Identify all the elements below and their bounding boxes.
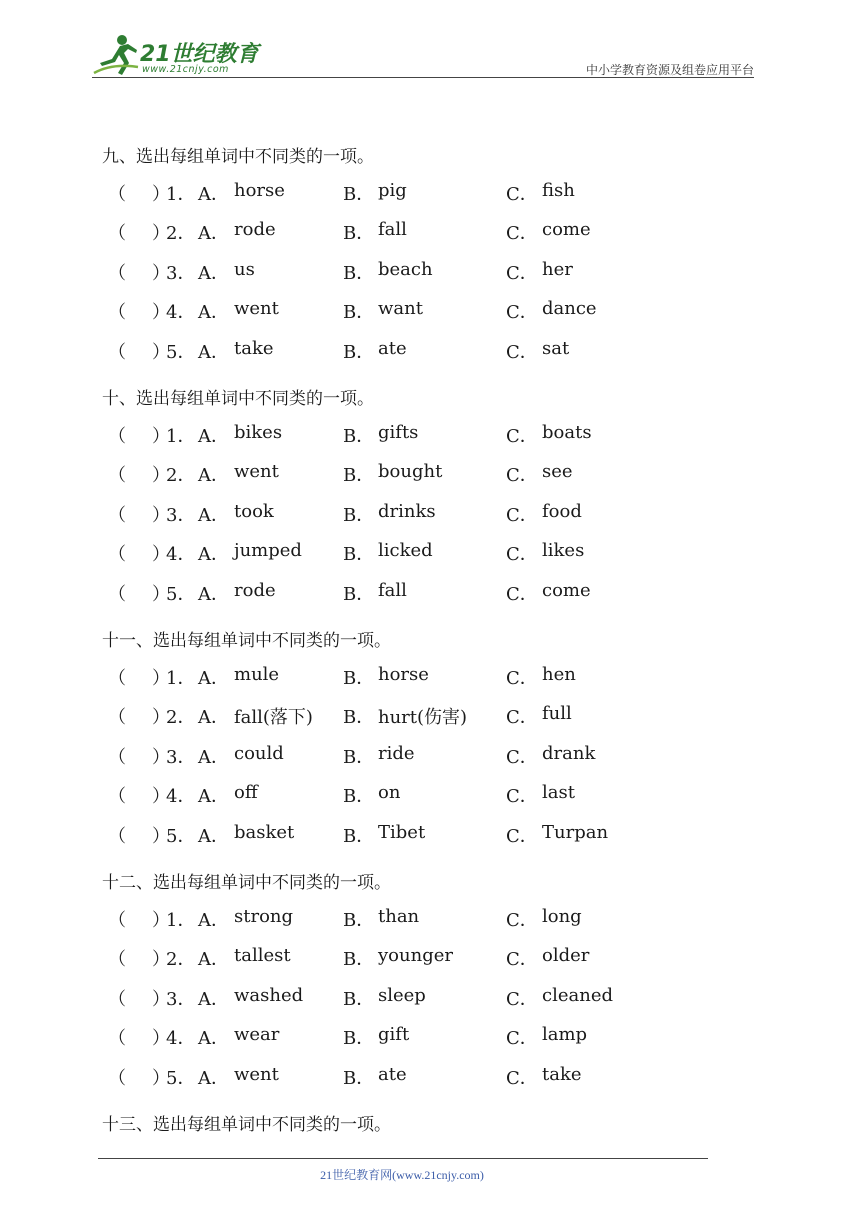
option-c-letter: C．	[506, 544, 538, 566]
option-c-word: Turpan	[542, 821, 609, 843]
option-c-letter: C．	[506, 1028, 538, 1050]
option-b-word: fall	[378, 219, 407, 241]
option-b-letter: B．	[343, 1028, 375, 1050]
option-c-word: her	[542, 258, 573, 280]
option-c-letter: C．	[506, 910, 538, 931]
option-a-letter: A．	[198, 544, 229, 566]
option-c-word: long	[542, 906, 582, 927]
option-b-word: bought	[378, 461, 443, 483]
option-a-letter: A．	[198, 949, 229, 971]
option-a-word: wear	[234, 1024, 280, 1046]
option-a-letter: A．	[198, 184, 229, 205]
answer-paren-close: ）	[152, 341, 170, 363]
option-a-letter: A．	[198, 426, 229, 447]
logo-text: 21世纪教育	[140, 42, 259, 67]
option-b-word: ate	[378, 1063, 407, 1085]
option-c-letter: C．	[506, 1067, 538, 1089]
option-c-letter: C．	[506, 583, 538, 605]
site-logo[interactable]	[92, 33, 262, 81]
option-c-word: full	[542, 703, 572, 725]
option-a-letter: A．	[198, 465, 229, 487]
question-row	[102, 822, 742, 846]
option-a-word: off	[234, 782, 258, 804]
answer-paren-open[interactable]: （	[108, 223, 126, 245]
option-a-word: tallest	[234, 945, 291, 967]
answer-paren-close: ）	[152, 746, 170, 768]
question-row	[102, 945, 742, 969]
option-a-word: mule	[234, 664, 280, 685]
question-number: 4．	[166, 302, 196, 324]
question-number: 1．	[166, 184, 196, 205]
answer-paren-close: ）	[152, 223, 170, 245]
option-c-letter: C．	[506, 988, 538, 1010]
question-row	[102, 782, 742, 806]
option-b-word: on	[378, 782, 401, 804]
option-a-word: took	[234, 500, 274, 522]
question-row	[102, 664, 742, 688]
question-row	[102, 703, 742, 727]
option-b-letter: B．	[343, 465, 375, 487]
answer-paren-close: ）	[152, 1028, 170, 1050]
option-a-word: went	[234, 461, 279, 483]
option-b-word: licked	[378, 540, 433, 562]
question-number: 4．	[166, 1028, 196, 1050]
option-b-word: hurt(伤害)	[378, 707, 468, 729]
answer-paren-open[interactable]: （	[108, 988, 126, 1010]
option-c-word: hen	[542, 664, 576, 685]
option-c-letter: C．	[506, 504, 538, 526]
option-b-letter: B．	[343, 825, 375, 847]
runner-icon	[92, 33, 140, 77]
answer-paren-open[interactable]: （	[108, 949, 126, 971]
option-a-letter: A．	[198, 302, 229, 324]
question-number: 3．	[166, 746, 196, 768]
option-c-letter: C．	[506, 825, 538, 847]
option-c-word: dance	[542, 298, 597, 320]
option-a-letter: A．	[198, 223, 229, 245]
page-header	[0, 0, 860, 90]
question-row	[102, 580, 742, 604]
answer-paren-open[interactable]: （	[108, 426, 126, 447]
answer-paren-close: ）	[152, 910, 170, 931]
option-b-letter: B．	[343, 583, 375, 605]
option-c-letter: C．	[506, 465, 538, 487]
answer-paren-close: ）	[152, 949, 170, 971]
answer-paren-open[interactable]: （	[108, 1028, 126, 1050]
question-row	[102, 906, 742, 930]
section-title: 十二、选出每组单词中不同类的一项。	[102, 873, 391, 893]
option-a-letter: A．	[198, 825, 229, 847]
option-c-word: come	[542, 579, 591, 601]
answer-paren-close: ）	[152, 504, 170, 526]
option-b-word: beach	[378, 258, 433, 280]
option-b-letter: B．	[343, 262, 375, 284]
question-row	[102, 461, 742, 485]
option-b-word: than	[378, 906, 420, 927]
question-number: 3．	[166, 988, 196, 1010]
option-b-word: pig	[378, 180, 407, 201]
question-number: 1．	[166, 668, 196, 689]
question-row	[102, 1064, 742, 1088]
section-title: 九、选出每组单词中不同类的一项。	[102, 147, 374, 167]
option-c-word: cleaned	[542, 984, 613, 1006]
option-a-word: washed	[234, 984, 304, 1006]
section-title: 十、选出每组单词中不同类的一项。	[102, 389, 374, 409]
option-c-word: last	[542, 782, 575, 804]
option-c-letter: C．	[506, 949, 538, 971]
option-c-word: boats	[542, 422, 592, 443]
option-a-letter: A．	[198, 910, 229, 931]
logo-url: www.21cnjy.com	[142, 64, 229, 75]
answer-paren-open[interactable]: （	[108, 910, 126, 931]
answer-paren-open[interactable]: （	[108, 504, 126, 526]
option-b-letter: B．	[343, 949, 375, 971]
answer-paren-open[interactable]: （	[108, 746, 126, 768]
answer-paren-close: ）	[152, 1067, 170, 1089]
answer-paren-open[interactable]: （	[108, 668, 126, 689]
option-a-word: us	[234, 258, 255, 280]
header-divider	[92, 77, 754, 78]
question-row	[102, 540, 742, 564]
option-a-word: went	[234, 298, 279, 320]
option-b-letter: B．	[343, 746, 375, 768]
option-a-letter: A．	[198, 988, 229, 1010]
footer-link[interactable]: 21世纪教育网(www.21cnjy.com)	[320, 1168, 484, 1182]
answer-paren-close: ）	[152, 302, 170, 324]
option-c-letter: C．	[506, 707, 538, 729]
option-c-letter: C．	[506, 341, 538, 363]
option-a-letter: A．	[198, 707, 229, 729]
option-b-word: Tibet	[378, 821, 426, 843]
answer-paren-close: ）	[152, 262, 170, 284]
question-row	[102, 180, 742, 204]
question-number: 5．	[166, 825, 196, 847]
option-c-word: older	[542, 945, 590, 967]
option-a-letter: A．	[198, 341, 229, 363]
option-a-word: went	[234, 1063, 279, 1085]
question-row	[102, 338, 742, 362]
answer-paren-close: ）	[152, 184, 170, 205]
question-row	[102, 298, 742, 322]
option-a-letter: A．	[198, 504, 229, 526]
answer-paren-close: ）	[152, 544, 170, 566]
option-a-letter: A．	[198, 786, 229, 808]
option-b-word: gift	[378, 1024, 410, 1046]
option-c-word: sat	[542, 337, 570, 359]
option-a-word: could	[234, 742, 284, 764]
answer-paren-close: ）	[152, 465, 170, 487]
option-c-word: see	[542, 461, 573, 483]
question-row	[102, 985, 742, 1009]
question-row	[102, 743, 742, 767]
option-b-letter: B．	[343, 668, 375, 689]
answer-paren-close: ）	[152, 786, 170, 808]
question-number: 3．	[166, 262, 196, 284]
answer-paren-close: ）	[152, 668, 170, 689]
question-number: 5．	[166, 1067, 196, 1089]
question-number: 3．	[166, 504, 196, 526]
option-a-word: fall(落下)	[234, 707, 313, 729]
question-number: 1．	[166, 426, 196, 447]
option-b-letter: B．	[343, 988, 375, 1010]
option-b-letter: B．	[343, 341, 375, 363]
option-b-word: gifts	[378, 422, 419, 443]
footer-divider	[98, 1158, 708, 1159]
option-b-word: ride	[378, 742, 415, 764]
answer-paren-open[interactable]: （	[108, 544, 126, 566]
question-number: 2．	[166, 223, 196, 245]
option-b-letter: B．	[343, 707, 375, 729]
answer-paren-open[interactable]: （	[108, 825, 126, 847]
answer-paren-close: ）	[152, 707, 170, 729]
option-b-word: fall	[378, 579, 407, 601]
section-title: 十一、选出每组单词中不同类的一项。	[102, 631, 391, 651]
option-a-word: strong	[234, 906, 294, 927]
option-b-letter: B．	[343, 184, 375, 205]
option-a-word: jumped	[234, 540, 302, 562]
option-b-letter: B．	[343, 1067, 375, 1089]
option-b-word: ate	[378, 337, 407, 359]
question-number: 4．	[166, 786, 196, 808]
option-b-letter: B．	[343, 504, 375, 526]
question-row	[102, 259, 742, 283]
option-a-letter: A．	[198, 1067, 229, 1089]
answer-paren-close: ）	[152, 426, 170, 447]
question-number: 1．	[166, 910, 196, 931]
answer-paren-close: ）	[152, 825, 170, 847]
option-a-word: rode	[234, 219, 276, 241]
option-a-letter: A．	[198, 262, 229, 284]
option-a-word: bikes	[234, 422, 283, 443]
option-b-word: sleep	[378, 984, 426, 1006]
question-number: 5．	[166, 341, 196, 363]
option-c-word: take	[542, 1063, 582, 1085]
option-c-word: likes	[542, 540, 585, 562]
answer-paren-open[interactable]: （	[108, 184, 126, 205]
option-c-letter: C．	[506, 184, 538, 205]
option-b-letter: B．	[343, 786, 375, 808]
option-c-letter: C．	[506, 668, 538, 689]
question-row	[102, 1024, 742, 1048]
option-c-word: fish	[542, 180, 575, 201]
question-row	[102, 219, 742, 243]
option-c-word: come	[542, 219, 591, 241]
option-b-word: younger	[378, 945, 453, 967]
option-c-word: lamp	[542, 1024, 588, 1046]
option-c-letter: C．	[506, 223, 538, 245]
option-b-letter: B．	[343, 223, 375, 245]
answer-paren-close: ）	[152, 988, 170, 1010]
option-c-letter: C．	[506, 746, 538, 768]
answer-paren-open[interactable]: （	[108, 583, 126, 605]
option-b-letter: B．	[343, 910, 375, 931]
option-b-word: drinks	[378, 500, 436, 522]
section-title: 十三、选出每组单词中不同类的一项。	[102, 1115, 391, 1135]
answer-paren-open[interactable]: （	[108, 707, 126, 729]
answer-paren-open[interactable]: （	[108, 786, 126, 808]
option-a-word: take	[234, 337, 274, 359]
question-number: 2．	[166, 949, 196, 971]
option-b-letter: B．	[343, 302, 375, 324]
option-c-letter: C．	[506, 426, 538, 447]
platform-label: 中小学教育资源及组卷应用平台	[585, 63, 754, 77]
option-c-letter: C．	[506, 786, 538, 808]
option-b-letter: B．	[343, 426, 375, 447]
option-a-word: basket	[234, 821, 295, 843]
question-number: 2．	[166, 465, 196, 487]
answer-paren-open[interactable]: （	[108, 465, 126, 487]
option-a-word: horse	[234, 180, 285, 201]
answer-paren-open[interactable]: （	[108, 341, 126, 363]
option-c-letter: C．	[506, 302, 538, 324]
answer-paren-open[interactable]: （	[108, 262, 126, 284]
question-row	[102, 501, 742, 525]
option-a-letter: A．	[198, 746, 229, 768]
option-b-word: horse	[378, 664, 429, 685]
answer-paren-open[interactable]: （	[108, 1067, 126, 1089]
option-a-letter: A．	[198, 583, 229, 605]
option-b-word: want	[378, 298, 423, 320]
answer-paren-open[interactable]: （	[108, 302, 126, 324]
option-b-letter: B．	[343, 544, 375, 566]
question-number: 4．	[166, 544, 196, 566]
question-number: 5．	[166, 583, 196, 605]
option-a-letter: A．	[198, 668, 229, 689]
option-a-word: rode	[234, 579, 276, 601]
question-row	[102, 422, 742, 446]
answer-paren-close: ）	[152, 583, 170, 605]
option-a-letter: A．	[198, 1028, 229, 1050]
option-c-letter: C．	[506, 262, 538, 284]
option-c-word: food	[542, 500, 582, 522]
option-c-word: drank	[542, 742, 596, 764]
question-number: 2．	[166, 707, 196, 729]
